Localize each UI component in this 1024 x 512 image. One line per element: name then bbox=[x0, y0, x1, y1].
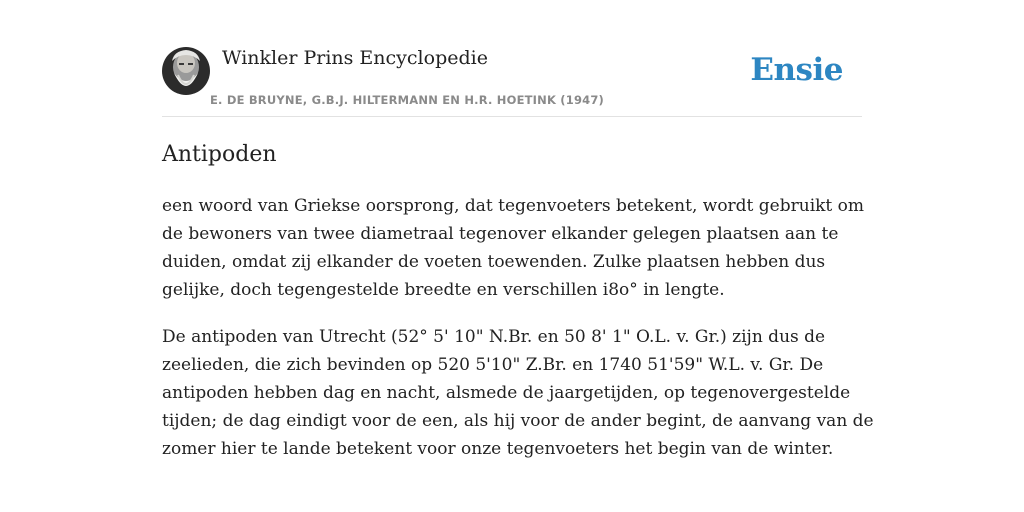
text-line: gelijke, doch tegengestelde breedte en verschillen i8o° in lengte. bbox=[162, 280, 725, 300]
text-line: duiden, omdat zij elkander de voeten toewenden. Zulke plaatsen hebben dus bbox=[162, 252, 826, 272]
text-line: de bewoners van twee diametraal tegenover elkander gelegen plaatsen aan te bbox=[162, 224, 839, 244]
text-line: antipoden hebben dag en nacht, alsmede de jaargetijden, op tegenovergestelde bbox=[162, 383, 851, 403]
text-line: zomer hier te lande betekent voor onze tegenvoeters het begin van de winter. bbox=[162, 439, 834, 459]
ensie-logo-link[interactable]: Ensie bbox=[750, 52, 843, 88]
paragraph-1 bbox=[162, 192, 865, 304]
text-line: De antipoden van Utrecht (52° 5' 10" N.Br. en 50 8' 1" O.L. v. Gr.) zijn dus de bbox=[162, 327, 826, 347]
article-body bbox=[162, 192, 874, 482]
text-line: tijden; de dag eindigt voor de een, als hij voor de ander begint, de aanvang van de bbox=[162, 411, 874, 431]
text-line: een woord van Griekse oorsprong, dat tegenvoeters betekent, wordt gebruikt om bbox=[162, 196, 865, 216]
text-line: zeelieden, die zich bevinden op 520 5'10" Z.Br. en 1740 51'59" W.L. v. Gr. De bbox=[162, 355, 824, 375]
article-title: Antipoden bbox=[162, 142, 277, 167]
header bbox=[162, 46, 862, 117]
paragraph-2 bbox=[162, 323, 874, 463]
author-avatar bbox=[162, 47, 210, 95]
book-title[interactable]: Winkler Prins Encyclopedie bbox=[222, 47, 488, 69]
portrait-image bbox=[162, 47, 210, 95]
authors-line: E. DE BRUYNE, G.B.J. HILTERMANN EN H.R. HOETINK (1947) bbox=[210, 93, 605, 107]
